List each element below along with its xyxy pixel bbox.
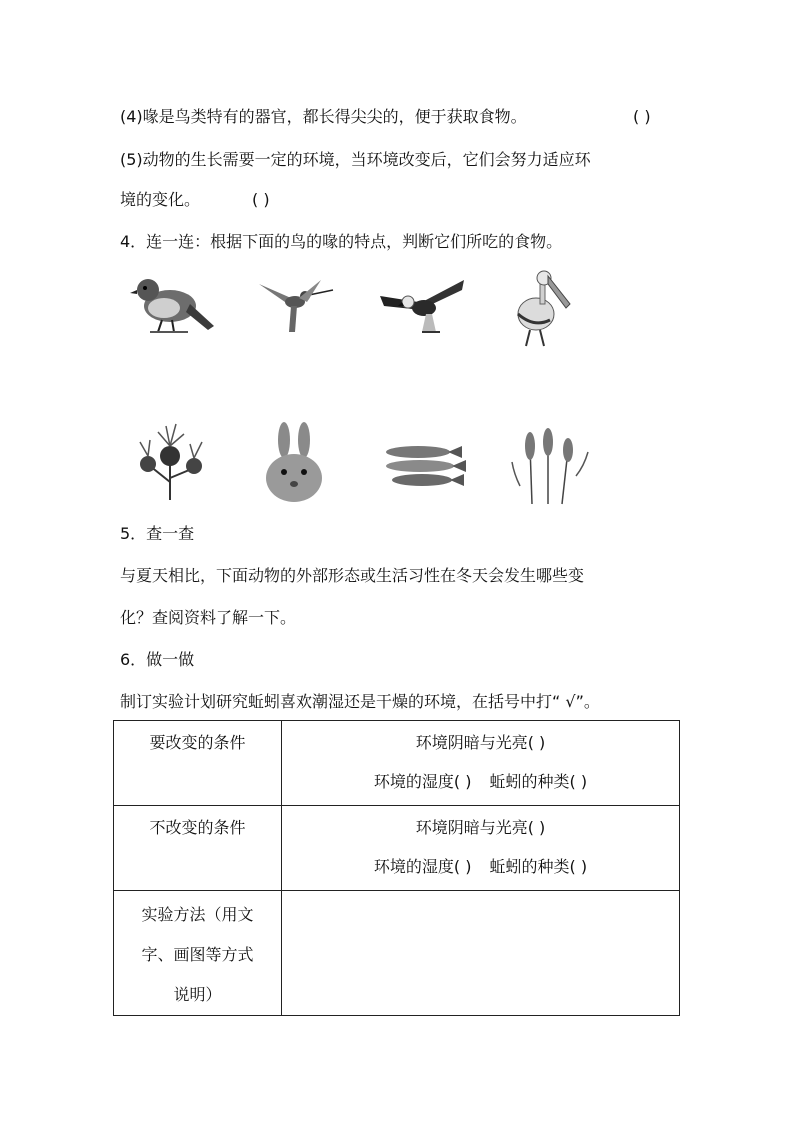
- section5-line2: 化？查阅资料了解一下。: [120, 608, 297, 627]
- row2-options-cell: [282, 806, 680, 891]
- rabbit-image[interactable]: [262, 422, 326, 502]
- table-row: [114, 721, 680, 806]
- opt-species-keep[interactable]: 蚯蚓的种类( ): [489, 857, 588, 876]
- section6-line1: 制订实验计划研究蚯蚓喜欢潮湿还是干燥的环境，在括号中打“ √”。: [120, 692, 600, 711]
- table-row: [114, 806, 680, 891]
- q5-item-blank[interactable]: ( ): [252, 190, 270, 209]
- q4-item: [120, 107, 527, 127]
- q4-item-text: (4)喙是鸟类特有的器官，都长得尖尖的，便于获取食物。: [120, 107, 527, 126]
- method-answer-cell[interactable]: [282, 891, 680, 1016]
- section4-title: 4．连一连：根据下面的鸟的喙的特点，判断它们所吃的食物。: [120, 232, 563, 251]
- table-row: [114, 891, 680, 1016]
- opt-light-keep[interactable]: 环境阴暗与光亮( ): [415, 818, 546, 837]
- hummingbird-image[interactable]: [255, 272, 335, 334]
- q5-item-line1: (5)动物的生长需要一定的环境，当环境改变后，它们会努力适应环: [120, 150, 591, 169]
- section5-title: 5．查一查: [120, 524, 195, 543]
- section5-line1: 与夏天相比，下面动物的外部形态或生活习性在冬天会发生哪些变: [120, 566, 585, 585]
- q5-item-line2: 境的变化。: [120, 190, 201, 209]
- wheat-image[interactable]: [506, 426, 592, 506]
- opt-humidity-keep[interactable]: 环境的湿度( ): [373, 857, 472, 876]
- row1-options-cell: [282, 721, 680, 806]
- opt-humidity-change[interactable]: 环境的湿度( ): [373, 772, 472, 791]
- q4-item-blank[interactable]: ( ): [633, 107, 651, 126]
- section6-title: 6．做一做: [120, 650, 195, 669]
- thistle-flower-image[interactable]: [128, 422, 214, 502]
- eagle-image[interactable]: [378, 276, 466, 336]
- opt-light-change[interactable]: 环境阴暗与光亮( ): [415, 733, 546, 752]
- opt-species-change[interactable]: 蚯蚓的种类( ): [489, 772, 588, 791]
- row3-label-cell: 实验方法（用文 字、画图等方式 说明）: [114, 891, 282, 1016]
- sparrow-image[interactable]: [128, 266, 216, 340]
- pelican-image[interactable]: [510, 268, 572, 348]
- experiment-plan-table: [113, 720, 680, 1016]
- row2-label-cell: 不改变的条件: [114, 806, 282, 891]
- fish-image[interactable]: [378, 442, 466, 490]
- row1-label-cell: 要改变的条件: [114, 721, 282, 806]
